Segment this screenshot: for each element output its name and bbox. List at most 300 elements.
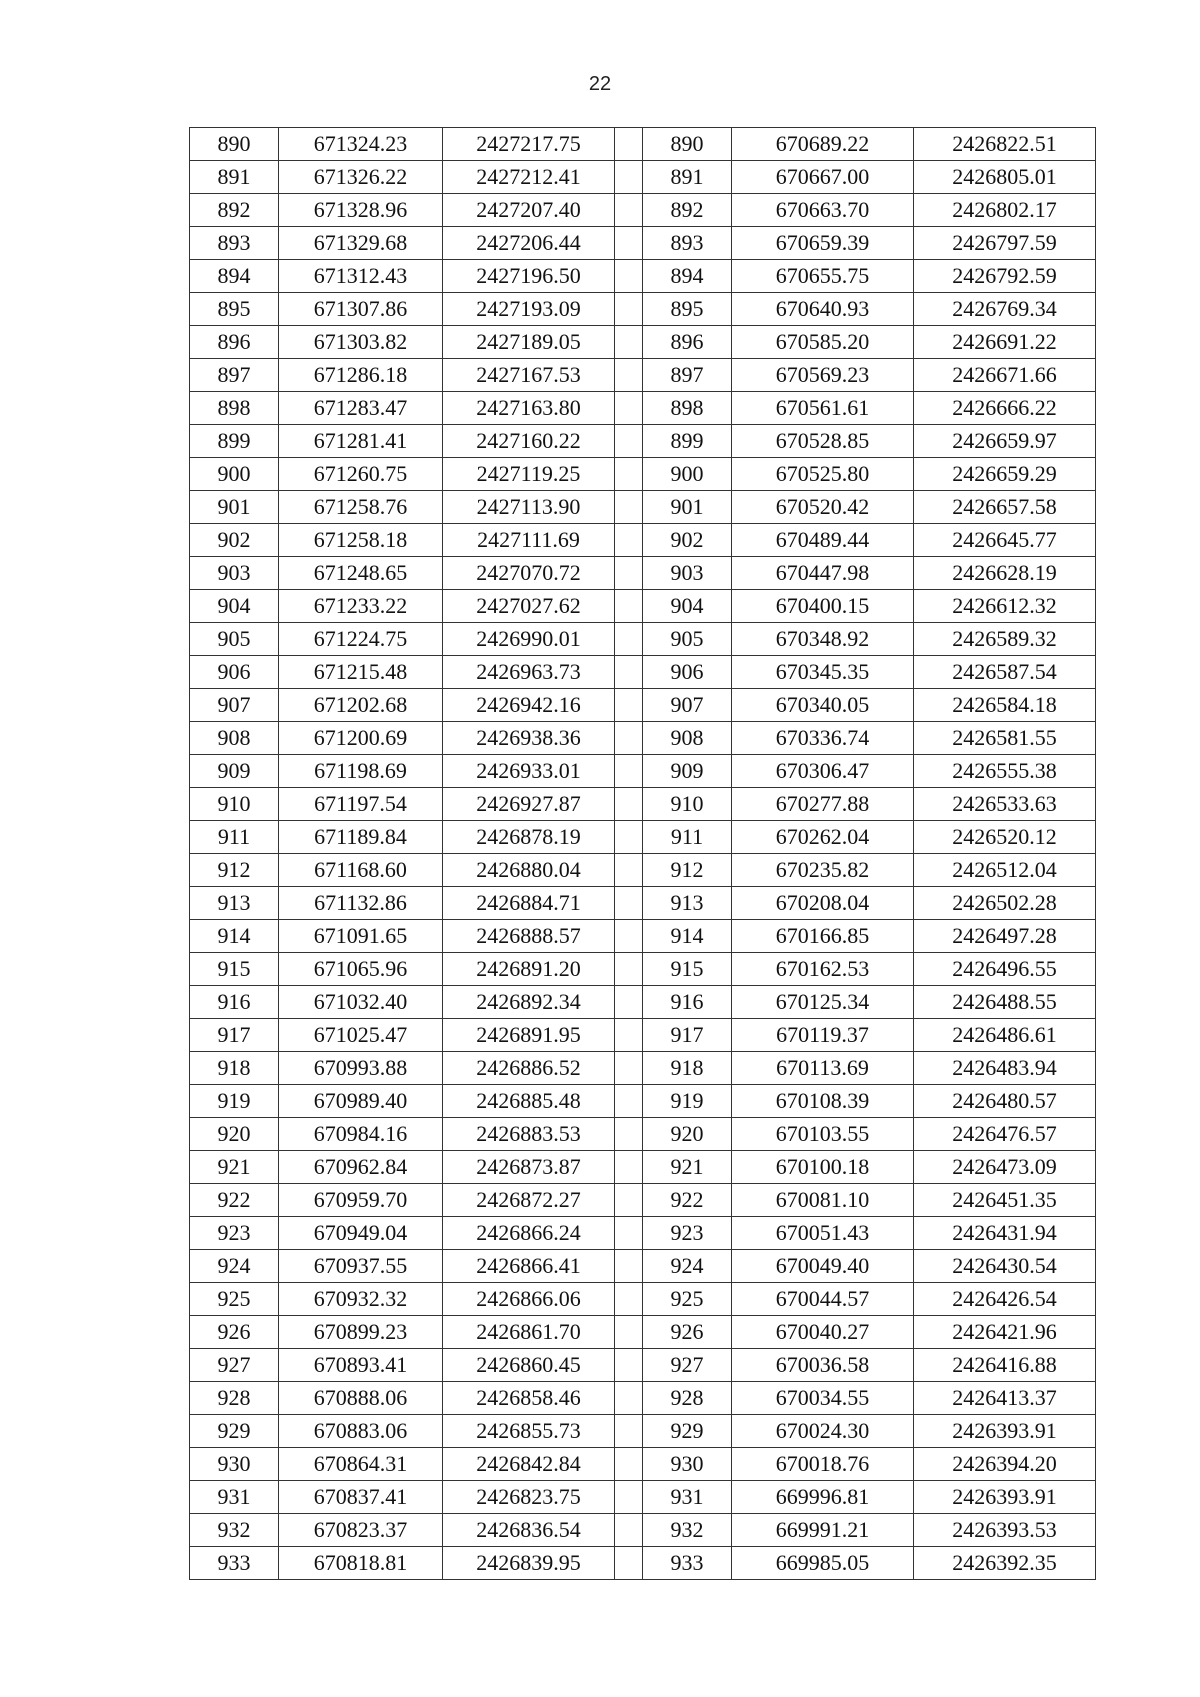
table-row xyxy=(190,293,1096,326)
spacer-cell xyxy=(615,1250,643,1283)
point-number-cell: 910 xyxy=(190,788,279,821)
y-coordinate-cell: 2427160.22 xyxy=(443,425,615,458)
point-number-cell: 920 xyxy=(190,1118,279,1151)
point-number-cell: 915 xyxy=(643,953,732,986)
spacer-cell xyxy=(615,722,643,755)
point-number-cell: 898 xyxy=(190,392,279,425)
spacer-cell xyxy=(615,920,643,953)
table-row xyxy=(190,788,1096,821)
x-coordinate-cell: 671224.75 xyxy=(279,623,443,656)
y-coordinate-cell: 2426805.01 xyxy=(914,161,1096,194)
spacer-cell xyxy=(615,1019,643,1052)
x-coordinate-cell: 670864.31 xyxy=(279,1448,443,1481)
point-number-cell: 902 xyxy=(190,524,279,557)
y-coordinate-cell: 2426657.58 xyxy=(914,491,1096,524)
x-coordinate-cell: 671065.96 xyxy=(279,953,443,986)
spacer-cell xyxy=(615,425,643,458)
point-number-cell: 913 xyxy=(643,887,732,920)
y-coordinate-cell: 2426394.20 xyxy=(914,1448,1096,1481)
spacer-cell xyxy=(615,194,643,227)
point-number-cell: 890 xyxy=(190,128,279,161)
x-coordinate-cell: 670989.40 xyxy=(279,1085,443,1118)
x-coordinate-cell: 670489.44 xyxy=(732,524,914,557)
x-coordinate-cell: 671132.86 xyxy=(279,887,443,920)
table-row xyxy=(190,1382,1096,1415)
y-coordinate-cell: 2427193.09 xyxy=(443,293,615,326)
point-number-cell: 923 xyxy=(190,1217,279,1250)
x-coordinate-cell: 671258.18 xyxy=(279,524,443,557)
spacer-cell xyxy=(615,1415,643,1448)
y-coordinate-cell: 2426839.95 xyxy=(443,1547,615,1580)
point-number-cell: 930 xyxy=(643,1448,732,1481)
x-coordinate-cell: 670044.57 xyxy=(732,1283,914,1316)
point-number-cell: 901 xyxy=(643,491,732,524)
y-coordinate-cell: 2426659.97 xyxy=(914,425,1096,458)
y-coordinate-cell: 2426855.73 xyxy=(443,1415,615,1448)
y-coordinate-cell: 2426878.19 xyxy=(443,821,615,854)
point-number-cell: 894 xyxy=(643,260,732,293)
x-coordinate-cell: 671326.22 xyxy=(279,161,443,194)
x-coordinate-cell: 671168.60 xyxy=(279,854,443,887)
y-coordinate-cell: 2426891.95 xyxy=(443,1019,615,1052)
x-coordinate-cell: 670689.22 xyxy=(732,128,914,161)
x-coordinate-cell: 671324.23 xyxy=(279,128,443,161)
y-coordinate-cell: 2426421.96 xyxy=(914,1316,1096,1349)
point-number-cell: 919 xyxy=(643,1085,732,1118)
table-row xyxy=(190,524,1096,557)
x-coordinate-cell: 671260.75 xyxy=(279,458,443,491)
point-number-cell: 909 xyxy=(190,755,279,788)
table-row xyxy=(190,227,1096,260)
page-number: 22 xyxy=(588,73,612,95)
y-coordinate-cell: 2427111.69 xyxy=(443,524,615,557)
point-number-cell: 893 xyxy=(190,227,279,260)
spacer-cell xyxy=(615,689,643,722)
y-coordinate-cell: 2426836.54 xyxy=(443,1514,615,1547)
spacer-cell xyxy=(615,656,643,689)
y-coordinate-cell: 2426861.70 xyxy=(443,1316,615,1349)
x-coordinate-cell: 670447.98 xyxy=(732,557,914,590)
table-row xyxy=(190,458,1096,491)
y-coordinate-cell: 2426486.61 xyxy=(914,1019,1096,1052)
point-number-cell: 924 xyxy=(190,1250,279,1283)
y-coordinate-cell: 2426496.55 xyxy=(914,953,1096,986)
y-coordinate-cell: 2426892.34 xyxy=(443,986,615,1019)
y-coordinate-cell: 2427207.40 xyxy=(443,194,615,227)
x-coordinate-cell: 670348.92 xyxy=(732,623,914,656)
point-number-cell: 918 xyxy=(190,1052,279,1085)
y-coordinate-cell: 2426942.16 xyxy=(443,689,615,722)
y-coordinate-cell: 2426822.51 xyxy=(914,128,1096,161)
point-number-cell: 899 xyxy=(643,425,732,458)
spacer-cell xyxy=(615,1118,643,1151)
x-coordinate-cell: 671197.54 xyxy=(279,788,443,821)
y-coordinate-cell: 2427189.05 xyxy=(443,326,615,359)
y-coordinate-cell: 2426426.54 xyxy=(914,1283,1096,1316)
x-coordinate-cell: 671258.76 xyxy=(279,491,443,524)
spacer-cell xyxy=(615,590,643,623)
spacer-cell xyxy=(615,1547,643,1580)
x-coordinate-cell: 670208.04 xyxy=(732,887,914,920)
point-number-cell: 925 xyxy=(643,1283,732,1316)
spacer-cell xyxy=(615,260,643,293)
x-coordinate-cell: 670125.34 xyxy=(732,986,914,1019)
x-coordinate-cell: 670306.47 xyxy=(732,755,914,788)
point-number-cell: 914 xyxy=(190,920,279,953)
x-coordinate-cell: 670893.41 xyxy=(279,1349,443,1382)
table-row xyxy=(190,260,1096,293)
point-number-cell: 921 xyxy=(643,1151,732,1184)
x-coordinate-cell: 670100.18 xyxy=(732,1151,914,1184)
point-number-cell: 901 xyxy=(190,491,279,524)
point-number-cell: 929 xyxy=(643,1415,732,1448)
spacer-cell xyxy=(615,1382,643,1415)
table-row xyxy=(190,986,1096,1019)
point-number-cell: 904 xyxy=(643,590,732,623)
table-row xyxy=(190,1547,1096,1580)
x-coordinate-cell: 671303.82 xyxy=(279,326,443,359)
coordinate-table xyxy=(189,127,1096,1580)
y-coordinate-cell: 2426628.19 xyxy=(914,557,1096,590)
x-coordinate-cell: 670659.39 xyxy=(732,227,914,260)
y-coordinate-cell: 2426802.17 xyxy=(914,194,1096,227)
point-number-cell: 926 xyxy=(643,1316,732,1349)
x-coordinate-cell: 670883.06 xyxy=(279,1415,443,1448)
x-coordinate-cell: 670663.70 xyxy=(732,194,914,227)
x-coordinate-cell: 670400.15 xyxy=(732,590,914,623)
y-coordinate-cell: 2426584.18 xyxy=(914,689,1096,722)
x-coordinate-cell: 670585.20 xyxy=(732,326,914,359)
point-number-cell: 911 xyxy=(190,821,279,854)
point-number-cell: 926 xyxy=(190,1316,279,1349)
point-number-cell: 906 xyxy=(643,656,732,689)
y-coordinate-cell: 2426659.29 xyxy=(914,458,1096,491)
y-coordinate-cell: 2426938.36 xyxy=(443,722,615,755)
x-coordinate-cell: 670984.16 xyxy=(279,1118,443,1151)
x-coordinate-cell: 671025.47 xyxy=(279,1019,443,1052)
point-number-cell: 896 xyxy=(190,326,279,359)
point-number-cell: 915 xyxy=(190,953,279,986)
table-row xyxy=(190,1415,1096,1448)
point-number-cell: 932 xyxy=(190,1514,279,1547)
table-row xyxy=(190,491,1096,524)
point-number-cell: 927 xyxy=(190,1349,279,1382)
point-number-cell: 911 xyxy=(643,821,732,854)
point-number-cell: 897 xyxy=(643,359,732,392)
table-row xyxy=(190,1481,1096,1514)
x-coordinate-cell: 671283.47 xyxy=(279,392,443,425)
point-number-cell: 898 xyxy=(643,392,732,425)
table-row xyxy=(190,359,1096,392)
x-coordinate-cell: 671198.69 xyxy=(279,755,443,788)
table-row xyxy=(190,755,1096,788)
x-coordinate-cell: 671032.40 xyxy=(279,986,443,1019)
x-coordinate-cell: 671248.65 xyxy=(279,557,443,590)
point-number-cell: 891 xyxy=(190,161,279,194)
point-number-cell: 916 xyxy=(643,986,732,1019)
point-number-cell: 907 xyxy=(643,689,732,722)
table-row xyxy=(190,1151,1096,1184)
x-coordinate-cell: 669991.21 xyxy=(732,1514,914,1547)
x-coordinate-cell: 670949.04 xyxy=(279,1217,443,1250)
y-coordinate-cell: 2426963.73 xyxy=(443,656,615,689)
x-coordinate-cell: 671215.48 xyxy=(279,656,443,689)
table-row xyxy=(190,1514,1096,1547)
point-number-cell: 923 xyxy=(643,1217,732,1250)
spacer-cell xyxy=(615,1217,643,1250)
x-coordinate-cell: 670345.35 xyxy=(732,656,914,689)
point-number-cell: 894 xyxy=(190,260,279,293)
spacer-cell xyxy=(615,359,643,392)
x-coordinate-cell: 670528.85 xyxy=(732,425,914,458)
spacer-cell xyxy=(615,1052,643,1085)
point-number-cell: 904 xyxy=(190,590,279,623)
y-coordinate-cell: 2426823.75 xyxy=(443,1481,615,1514)
spacer-cell xyxy=(615,854,643,887)
point-number-cell: 927 xyxy=(643,1349,732,1382)
y-coordinate-cell: 2426671.66 xyxy=(914,359,1096,392)
x-coordinate-cell: 671307.86 xyxy=(279,293,443,326)
x-coordinate-cell: 671233.22 xyxy=(279,590,443,623)
table-row xyxy=(190,590,1096,623)
table-row xyxy=(190,1118,1096,1151)
spacer-cell xyxy=(615,887,643,920)
point-number-cell: 925 xyxy=(190,1283,279,1316)
y-coordinate-cell: 2426392.35 xyxy=(914,1547,1096,1580)
point-number-cell: 891 xyxy=(643,161,732,194)
y-coordinate-cell: 2427217.75 xyxy=(443,128,615,161)
y-coordinate-cell: 2426886.52 xyxy=(443,1052,615,1085)
x-coordinate-cell: 670162.53 xyxy=(732,953,914,986)
y-coordinate-cell: 2426866.24 xyxy=(443,1217,615,1250)
x-coordinate-cell: 670569.23 xyxy=(732,359,914,392)
table-row xyxy=(190,920,1096,953)
point-number-cell: 892 xyxy=(190,194,279,227)
table-row xyxy=(190,1448,1096,1481)
x-coordinate-cell: 670166.85 xyxy=(732,920,914,953)
x-coordinate-cell: 671189.84 xyxy=(279,821,443,854)
y-coordinate-cell: 2427119.25 xyxy=(443,458,615,491)
y-coordinate-cell: 2426666.22 xyxy=(914,392,1096,425)
point-number-cell: 929 xyxy=(190,1415,279,1448)
spacer-cell xyxy=(615,1481,643,1514)
point-number-cell: 914 xyxy=(643,920,732,953)
y-coordinate-cell: 2426393.91 xyxy=(914,1415,1096,1448)
spacer-cell xyxy=(615,1514,643,1547)
point-number-cell: 893 xyxy=(643,227,732,260)
point-number-cell: 933 xyxy=(643,1547,732,1580)
y-coordinate-cell: 2426533.63 xyxy=(914,788,1096,821)
point-number-cell: 928 xyxy=(190,1382,279,1415)
point-number-cell: 912 xyxy=(190,854,279,887)
x-coordinate-cell: 670655.75 xyxy=(732,260,914,293)
y-coordinate-cell: 2426891.20 xyxy=(443,953,615,986)
y-coordinate-cell: 2426933.01 xyxy=(443,755,615,788)
point-number-cell: 903 xyxy=(190,557,279,590)
spacer-cell xyxy=(615,788,643,821)
x-coordinate-cell: 670018.76 xyxy=(732,1448,914,1481)
y-coordinate-cell: 2426866.06 xyxy=(443,1283,615,1316)
table-row xyxy=(190,722,1096,755)
spacer-cell xyxy=(615,227,643,260)
y-coordinate-cell: 2426555.38 xyxy=(914,755,1096,788)
x-coordinate-cell: 670235.82 xyxy=(732,854,914,887)
x-coordinate-cell: 671202.68 xyxy=(279,689,443,722)
spacer-cell xyxy=(615,293,643,326)
y-coordinate-cell: 2426512.04 xyxy=(914,854,1096,887)
y-coordinate-cell: 2426860.45 xyxy=(443,1349,615,1382)
point-number-cell: 907 xyxy=(190,689,279,722)
point-number-cell: 933 xyxy=(190,1547,279,1580)
point-number-cell: 918 xyxy=(643,1052,732,1085)
y-coordinate-cell: 2427163.80 xyxy=(443,392,615,425)
point-number-cell: 917 xyxy=(190,1019,279,1052)
spacer-cell xyxy=(615,1349,643,1382)
y-coordinate-cell: 2426873.87 xyxy=(443,1151,615,1184)
y-coordinate-cell: 2427070.72 xyxy=(443,557,615,590)
table-row xyxy=(190,821,1096,854)
x-coordinate-cell: 670520.42 xyxy=(732,491,914,524)
x-coordinate-cell: 670340.05 xyxy=(732,689,914,722)
x-coordinate-cell: 670899.23 xyxy=(279,1316,443,1349)
point-number-cell: 930 xyxy=(190,1448,279,1481)
spacer-cell xyxy=(615,953,643,986)
table-row xyxy=(190,1052,1096,1085)
y-coordinate-cell: 2426769.34 xyxy=(914,293,1096,326)
x-coordinate-cell: 670103.55 xyxy=(732,1118,914,1151)
y-coordinate-cell: 2426393.91 xyxy=(914,1481,1096,1514)
table-row xyxy=(190,656,1096,689)
x-coordinate-cell: 670024.30 xyxy=(732,1415,914,1448)
spacer-cell xyxy=(615,326,643,359)
spacer-cell xyxy=(615,128,643,161)
x-coordinate-cell: 670277.88 xyxy=(732,788,914,821)
point-number-cell: 916 xyxy=(190,986,279,1019)
table-row xyxy=(190,557,1096,590)
x-coordinate-cell: 670962.84 xyxy=(279,1151,443,1184)
table-row xyxy=(190,1184,1096,1217)
x-coordinate-cell: 670119.37 xyxy=(732,1019,914,1052)
table-row xyxy=(190,161,1096,194)
x-coordinate-cell: 670081.10 xyxy=(732,1184,914,1217)
point-number-cell: 905 xyxy=(190,623,279,656)
y-coordinate-cell: 2426589.32 xyxy=(914,623,1096,656)
y-coordinate-cell: 2426416.88 xyxy=(914,1349,1096,1382)
x-coordinate-cell: 670525.80 xyxy=(732,458,914,491)
spacer-cell xyxy=(615,821,643,854)
y-coordinate-cell: 2426883.53 xyxy=(443,1118,615,1151)
x-coordinate-cell: 670932.32 xyxy=(279,1283,443,1316)
point-number-cell: 931 xyxy=(643,1481,732,1514)
x-coordinate-cell: 671329.68 xyxy=(279,227,443,260)
y-coordinate-cell: 2427027.62 xyxy=(443,590,615,623)
point-number-cell: 924 xyxy=(643,1250,732,1283)
x-coordinate-cell: 671312.43 xyxy=(279,260,443,293)
y-coordinate-cell: 2426476.57 xyxy=(914,1118,1096,1151)
y-coordinate-cell: 2426888.57 xyxy=(443,920,615,953)
x-coordinate-cell: 671281.41 xyxy=(279,425,443,458)
point-number-cell: 917 xyxy=(643,1019,732,1052)
spacer-cell xyxy=(615,1283,643,1316)
point-number-cell: 913 xyxy=(190,887,279,920)
y-coordinate-cell: 2426393.53 xyxy=(914,1514,1096,1547)
table-row xyxy=(190,1019,1096,1052)
y-coordinate-cell: 2426488.55 xyxy=(914,986,1096,1019)
x-coordinate-cell: 670959.70 xyxy=(279,1184,443,1217)
y-coordinate-cell: 2426884.71 xyxy=(443,887,615,920)
table-row xyxy=(190,854,1096,887)
x-coordinate-cell: 670040.27 xyxy=(732,1316,914,1349)
table-row xyxy=(190,689,1096,722)
table-row xyxy=(190,887,1096,920)
table-row xyxy=(190,1283,1096,1316)
point-number-cell: 906 xyxy=(190,656,279,689)
point-number-cell: 908 xyxy=(643,722,732,755)
point-number-cell: 900 xyxy=(190,458,279,491)
table-row xyxy=(190,1349,1096,1382)
x-coordinate-cell: 670051.43 xyxy=(732,1217,914,1250)
point-number-cell: 903 xyxy=(643,557,732,590)
y-coordinate-cell: 2426587.54 xyxy=(914,656,1096,689)
table-row xyxy=(190,1250,1096,1283)
spacer-cell xyxy=(615,1316,643,1349)
x-coordinate-cell: 670049.40 xyxy=(732,1250,914,1283)
x-coordinate-cell: 670036.58 xyxy=(732,1349,914,1382)
table-row xyxy=(190,1217,1096,1250)
x-coordinate-cell: 670262.04 xyxy=(732,821,914,854)
point-number-cell: 932 xyxy=(643,1514,732,1547)
y-coordinate-cell: 2426483.94 xyxy=(914,1052,1096,1085)
x-coordinate-cell: 670108.39 xyxy=(732,1085,914,1118)
spacer-cell xyxy=(615,557,643,590)
y-coordinate-cell: 2426885.48 xyxy=(443,1085,615,1118)
point-number-cell: 928 xyxy=(643,1382,732,1415)
y-coordinate-cell: 2426990.01 xyxy=(443,623,615,656)
x-coordinate-cell: 671286.18 xyxy=(279,359,443,392)
point-number-cell: 931 xyxy=(190,1481,279,1514)
y-coordinate-cell: 2426451.35 xyxy=(914,1184,1096,1217)
x-coordinate-cell: 671200.69 xyxy=(279,722,443,755)
spacer-cell xyxy=(615,392,643,425)
y-coordinate-cell: 2426927.87 xyxy=(443,788,615,821)
spacer-cell xyxy=(615,1184,643,1217)
x-coordinate-cell: 671328.96 xyxy=(279,194,443,227)
x-coordinate-cell: 669996.81 xyxy=(732,1481,914,1514)
y-coordinate-cell: 2427113.90 xyxy=(443,491,615,524)
spacer-cell xyxy=(615,1448,643,1481)
x-coordinate-cell: 670837.41 xyxy=(279,1481,443,1514)
x-coordinate-cell: 670888.06 xyxy=(279,1382,443,1415)
point-number-cell: 922 xyxy=(190,1184,279,1217)
x-coordinate-cell: 671091.65 xyxy=(279,920,443,953)
y-coordinate-cell: 2426581.55 xyxy=(914,722,1096,755)
y-coordinate-cell: 2426797.59 xyxy=(914,227,1096,260)
y-coordinate-cell: 2427206.44 xyxy=(443,227,615,260)
y-coordinate-cell: 2426497.28 xyxy=(914,920,1096,953)
point-number-cell: 910 xyxy=(643,788,732,821)
spacer-cell xyxy=(615,524,643,557)
spacer-cell xyxy=(615,755,643,788)
point-number-cell: 900 xyxy=(643,458,732,491)
point-number-cell: 909 xyxy=(643,755,732,788)
x-coordinate-cell: 670818.81 xyxy=(279,1547,443,1580)
x-coordinate-cell: 670561.61 xyxy=(732,392,914,425)
table-row xyxy=(190,623,1096,656)
x-coordinate-cell: 669985.05 xyxy=(732,1547,914,1580)
spacer-cell xyxy=(615,1085,643,1118)
y-coordinate-cell: 2426413.37 xyxy=(914,1382,1096,1415)
spacer-cell xyxy=(615,491,643,524)
